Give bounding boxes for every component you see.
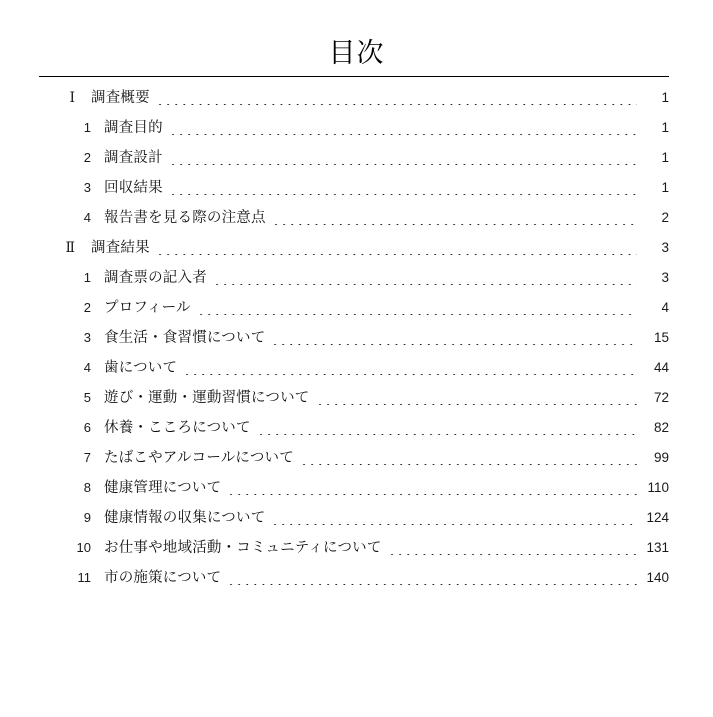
toc-entry-label: プロフィール (104, 300, 191, 316)
toc-entry-label: 遊び・運動・運動習慣について (104, 390, 310, 406)
toc-entry[interactable] (39, 446, 669, 476)
toc-entry[interactable] (39, 116, 669, 146)
toc-entry[interactable] (39, 506, 669, 536)
toc-entry-number: 5 (83, 390, 91, 405)
toc-entry[interactable] (39, 386, 669, 416)
toc-entry-number: 4 (83, 210, 91, 225)
toc-entry-number: 6 (83, 420, 91, 435)
toc-dot-leader (272, 224, 637, 225)
toc-entry[interactable] (39, 566, 669, 596)
toc-dot-leader (156, 104, 637, 105)
toc-entry-number: 3 (83, 330, 91, 345)
toc-entry-label: 休養・こころについて (104, 420, 251, 436)
toc-entry-page-number: 110 (647, 480, 669, 495)
page-title: 目次 (328, 38, 385, 68)
toc-entry[interactable] (39, 356, 669, 386)
toc-entry-page-number: 1 (661, 90, 669, 105)
toc-entry[interactable] (39, 266, 669, 296)
toc-entry-label: 調査票の記入者 (104, 270, 207, 286)
toc-dot-leader (271, 524, 637, 525)
toc-entry-page-number: 72 (653, 390, 669, 405)
toc-entry-page-number: 131 (646, 540, 669, 555)
toc-entry-label: たばこやアルコールについて (104, 450, 294, 466)
toc-entry-label: お仕事や地域活動・コミュニティについて (104, 540, 382, 556)
toc-entry-number: 10 (76, 540, 91, 555)
toc-entry-label: 調査設計 (104, 150, 163, 166)
toc-dot-leader (257, 434, 637, 435)
toc-entry-label: 調査概要 (91, 90, 150, 106)
toc-entry[interactable] (39, 296, 669, 326)
toc-dot-leader (169, 134, 637, 135)
toc-dot-leader (227, 494, 637, 495)
toc-entry-number: 2 (83, 300, 91, 315)
toc-entry[interactable] (39, 206, 669, 236)
toc-dot-leader (300, 464, 637, 465)
toc-dot-leader (227, 584, 637, 585)
toc-entry-page-number: 4 (661, 300, 669, 315)
title-divider (39, 76, 669, 77)
toc-entry[interactable] (39, 536, 669, 566)
toc-entry-page-number: 1 (661, 120, 669, 135)
toc-entry-page-number: 124 (646, 510, 669, 525)
toc-entry-number: 8 (83, 480, 91, 495)
toc-entry-number: Ⅱ (65, 241, 75, 256)
toc-dot-leader (183, 374, 637, 375)
toc-dot-leader (169, 194, 637, 195)
toc-dot-leader (197, 314, 637, 315)
toc-entry[interactable] (39, 86, 669, 116)
toc-dot-leader (156, 254, 637, 255)
toc-entry-label: 健康管理について (104, 480, 222, 496)
toc-entry-page-number: 1 (661, 180, 669, 195)
toc-entry-number: 9 (83, 510, 91, 525)
toc-entry[interactable] (39, 236, 669, 266)
toc-entry-number: 7 (83, 450, 91, 465)
toc-entry-page-number: 3 (661, 240, 669, 255)
toc-entry-label: 調査目的 (104, 120, 163, 136)
toc-dot-leader (213, 284, 637, 285)
toc-dot-leader (169, 164, 637, 165)
toc-entry-label: 食生活・食習慣について (104, 330, 266, 346)
toc-entry-label: 回収結果 (104, 180, 163, 196)
toc-entry-number: 1 (83, 120, 91, 135)
toc-entry[interactable] (39, 146, 669, 176)
toc-dot-leader (316, 404, 637, 405)
toc-entry-number: Ⅰ (69, 91, 75, 106)
toc-entry-page-number: 44 (653, 360, 669, 375)
toc-entry[interactable] (39, 326, 669, 356)
toc-entry-number: 1 (83, 270, 91, 285)
toc-entry-page-number: 1 (661, 150, 669, 165)
toc-entry-label: 市の施策について (104, 570, 222, 586)
toc-entry-page-number: 99 (653, 450, 669, 465)
toc-entry[interactable] (39, 476, 669, 506)
toc-entry-label: 調査結果 (91, 240, 150, 256)
toc-entry[interactable] (39, 416, 669, 446)
toc-entry-label: 健康情報の収集について (104, 510, 266, 526)
toc-entry-page-number: 2 (661, 210, 669, 225)
toc-entry-number: 2 (83, 150, 91, 165)
toc-entry[interactable] (39, 176, 669, 206)
toc-entry-label: 歯について (104, 360, 178, 376)
toc-entry-label: 報告書を見る際の注意点 (104, 210, 266, 226)
toc-entry-number: 11 (77, 570, 91, 585)
toc-entry-page-number: 15 (653, 330, 669, 345)
toc-entry-number: 3 (83, 180, 91, 195)
table-of-contents (39, 86, 669, 596)
toc-dot-leader (388, 554, 637, 555)
toc-entry-number: 4 (83, 360, 91, 375)
toc-entry-page-number: 140 (646, 570, 669, 585)
toc-entry-page-number: 82 (653, 420, 669, 435)
toc-entry-page-number: 3 (661, 270, 669, 285)
toc-dot-leader (271, 344, 637, 345)
